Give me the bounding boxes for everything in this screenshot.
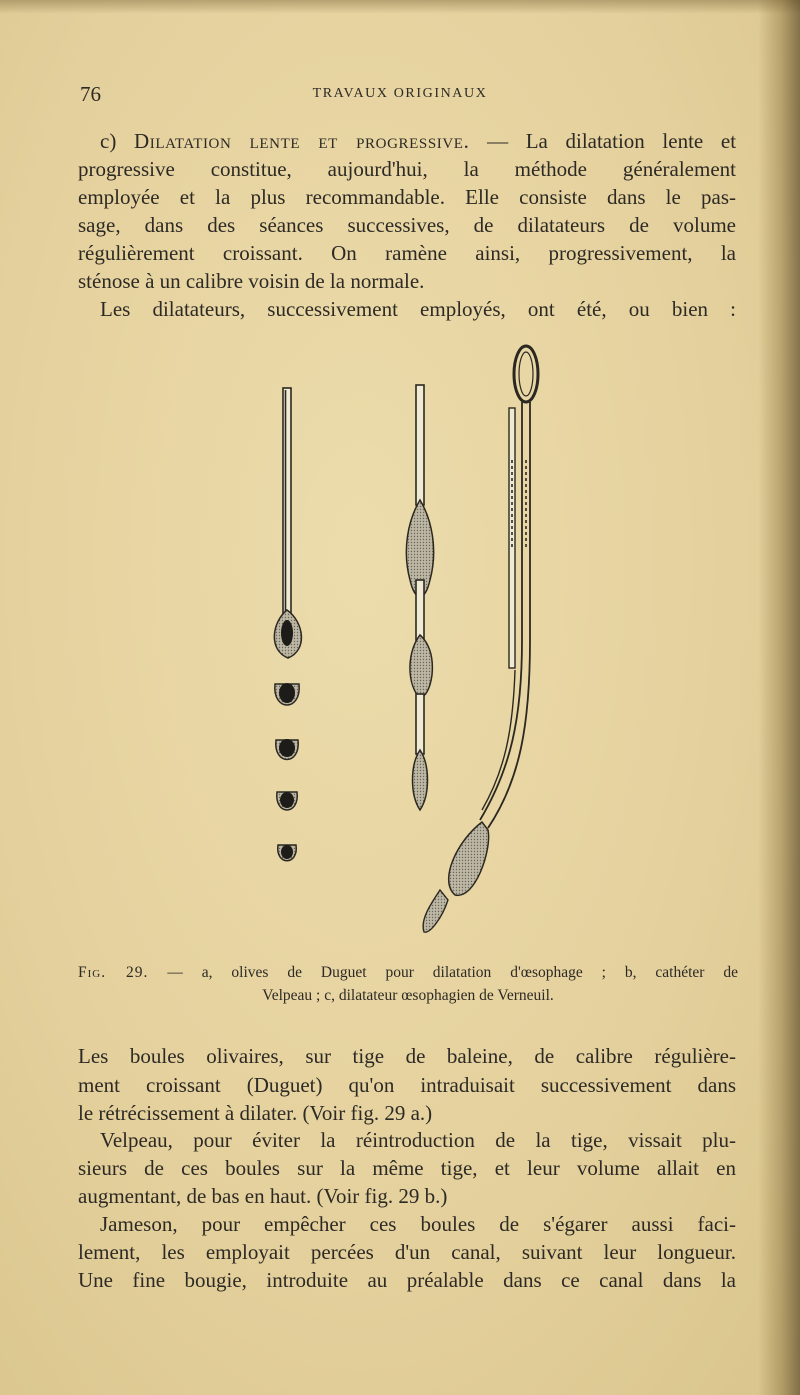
text-line: sage, dans des séances successives, de dilatateurs de volume — [78, 213, 736, 237]
text-line: sieurs de ces boules sur la même tige, et leur volume allait en — [78, 1156, 736, 1180]
figure-label: Fig. 29. — [78, 964, 149, 981]
velpeau-catheter-drawing — [406, 385, 433, 810]
figure-illustration — [230, 340, 570, 940]
text-line: Les dilatateurs, successivement employés, ont été, ou bien : — [100, 297, 736, 321]
duguet-olives-drawing — [274, 388, 301, 861]
section-letter: c) — [100, 129, 117, 153]
figure-caption-text: — a, olives de Duguet pour dilatation d'œsophage ; b, cathéter de — [167, 964, 739, 981]
page-number: 76 — [80, 82, 101, 106]
text-line: Une fine bougie, introduite au préalable dans ce canal dans la — [78, 1268, 736, 1292]
figure-caption-line: Velpeau ; c, dilatateur œsophagien de Verneuil. — [262, 987, 554, 1004]
text-line: employée et la plus recommandable. Elle consiste dans le pas- — [78, 185, 736, 209]
figure-caption-line — [78, 962, 738, 984]
section-title: Dilatation lente et progressive. — [133, 129, 470, 153]
section-text: La dilatation lente et — [525, 129, 737, 153]
page-top-shadow — [0, 0, 800, 14]
text-line: augmentant, de bas en haut. (Voir fig. 29 b.) — [78, 1184, 448, 1208]
verneuil-dilator-drawing — [423, 346, 538, 932]
text-line: régulièrement croissant. On ramène ainsi, progressivement, la — [78, 241, 736, 265]
text-line: sténose à un calibre voisin de la normale. — [78, 269, 425, 293]
text-line — [100, 127, 736, 155]
text-line: progressive constitue, aujourd'hui, la méthode généralement — [78, 157, 736, 181]
section-dash: — — [487, 129, 509, 153]
page-header — [0, 82, 800, 112]
text-line: lement, les employait percées d'un canal, suivant leur longueur. — [78, 1240, 736, 1264]
text-line: Velpeau, pour éviter la réintroduction de la tige, vissait plu- — [100, 1128, 736, 1152]
text-line: ment croissant (Duguet) qu'on intraduisait successivement dans — [78, 1073, 736, 1097]
text-line: le rétrécissement à dilater. (Voir fig. 29 a.) — [78, 1101, 433, 1125]
page-spine-shadow — [758, 0, 800, 1395]
text-line: Les boules olivaires, sur tige de baleine, de calibre régulière- — [78, 1044, 736, 1068]
text-line: Jameson, pour empêcher ces boules de s'égarer aussi faci- — [100, 1212, 736, 1236]
running-title: TRAVAUX ORIGINAUX — [312, 86, 488, 101]
